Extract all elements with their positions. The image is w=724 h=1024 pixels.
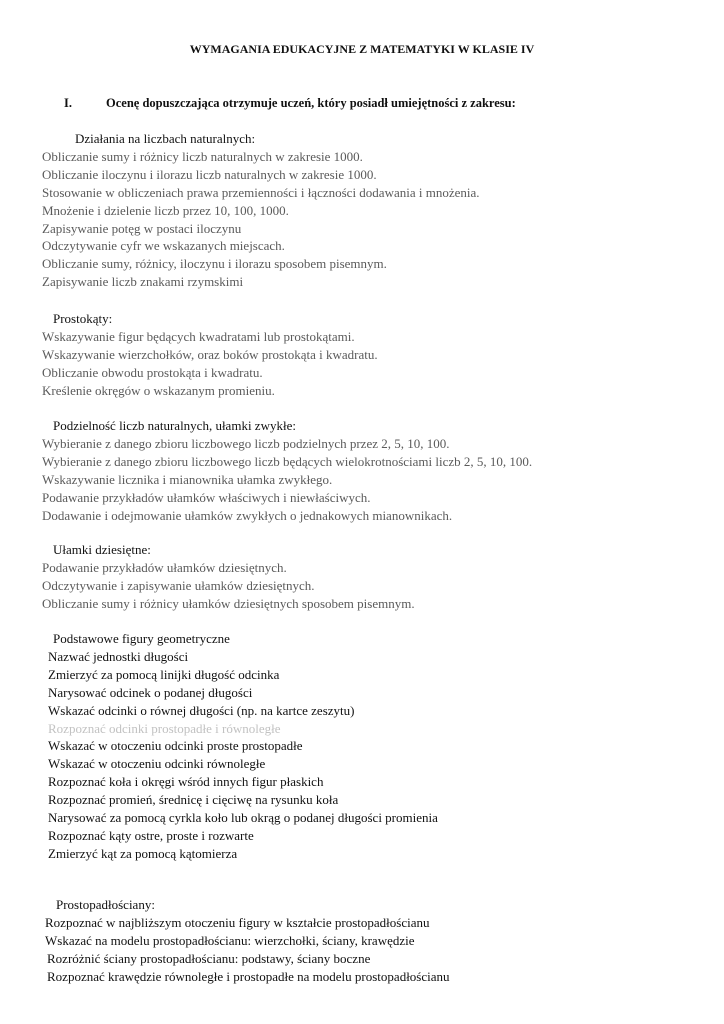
section-number: I. bbox=[64, 96, 72, 110]
list-item: Wskazywanie licznika i mianownika ułamka zwykłego. bbox=[42, 471, 333, 487]
section-heading bbox=[64, 96, 516, 111]
list-item: Wskazać w otoczeniu odcinki proste prostopadłe bbox=[48, 738, 303, 754]
list-item: Wskazywanie wierzchołków, oraz boków prostokąta i kwadratu. bbox=[42, 346, 378, 362]
list-item: Wskazać w otoczeniu odcinki równoległe bbox=[48, 756, 266, 772]
block-cuboids bbox=[42, 896, 450, 986]
list-item: Stosowanie w obliczeniach prawa przemienności i łączności dodawania i mnożenia. bbox=[42, 184, 480, 200]
list-item: Odczytywanie i zapisywanie ułamków dziesiętnych. bbox=[42, 577, 315, 593]
list-item: Obliczanie iloczynu i ilorazu liczb naturalnych w zakresie 1000. bbox=[42, 166, 377, 182]
list-item: Obliczanie sumy i różnicy liczb naturalnych w zakresie 1000. bbox=[42, 148, 363, 164]
list-item: Obliczanie sumy i różnicy ułamków dziesiętnych sposobem pisemnym. bbox=[42, 595, 415, 611]
block-header: Ułamki dziesiętne: bbox=[53, 542, 151, 557]
block-rectangles bbox=[42, 310, 378, 400]
list-item: Mnożenie i dzielenie liczb przez 10, 100, 1000. bbox=[42, 202, 289, 218]
list-item: Dodawanie i odejmowanie ułamków zwykłych o jednakowych mianownikach. bbox=[42, 507, 453, 523]
block-header: Podzielność liczb naturalnych, ułamki zwykłe: bbox=[53, 418, 296, 433]
document-title: WYMAGANIA EDUKACYJNE Z MATEMATYKI W KLASIE IV bbox=[189, 42, 535, 56]
list-item: Rozpoznać w najbliższym otoczeniu figury w kształcie prostopadłościanu bbox=[45, 914, 430, 930]
block-header: Prostopadłościany: bbox=[56, 897, 155, 912]
list-item: Zmierzyć za pomocą linijki długość odcinka bbox=[48, 666, 280, 682]
list-item: Wskazać na modelu prostopadłościanu: wierzchołki, ściany, krawędzie bbox=[45, 932, 415, 948]
section-heading-text: Ocenę dopuszczająca otrzymuje uczeń, który posiadł umiejętności z zakresu: bbox=[106, 96, 516, 110]
list-item: Kreślenie okręgów o wskazanym promieniu. bbox=[42, 382, 275, 398]
list-item: Narysować za pomocą cyrkla koło lub okrąg o podanej długości promienia bbox=[48, 810, 438, 826]
list-item: Rozróżnić ściany prostopadłościanu: podstawy, ściany boczne bbox=[47, 950, 371, 966]
list-item: Zapisywanie liczb znakami rzymskimi bbox=[42, 274, 244, 290]
block-basic-geometric-figures bbox=[42, 630, 438, 863]
list-item: Nazwać jednostki długości bbox=[48, 648, 189, 664]
list-item: Obliczanie sumy, różnicy, iloczynu i ilorazu sposobem pisemnym. bbox=[42, 256, 387, 272]
list-item: Rozpoznać krawędzie równoległe i prostopadłe na modelu prostopadłościanu bbox=[47, 968, 450, 984]
block-decimal-fractions bbox=[42, 541, 415, 613]
list-item: Obliczanie obwodu prostokąta i kwadratu. bbox=[42, 364, 263, 380]
list-item: Rozpoznać koła i okręgi wśród innych figur płaskich bbox=[48, 774, 324, 790]
block-header: Działania na liczbach naturalnych: bbox=[75, 131, 256, 146]
list-item: Rozpoznać kąty ostre, proste i rozwarte bbox=[48, 827, 254, 843]
list-item: Odczytywanie cyfr we wskazanych miejscach. bbox=[42, 238, 285, 254]
block-header: Prostokąty: bbox=[53, 311, 113, 326]
list-item: Wybieranie z danego zbioru liczbowego liczb będących wielokrotnościami liczb 2, 5, 10, 100. bbox=[42, 453, 533, 469]
list-item: Narysować odcinek o podanej długości bbox=[48, 684, 253, 700]
list-item: Podawanie przykładów ułamków właściwych i niewłaściwych. bbox=[42, 489, 371, 505]
list-item: Wybieranie z danego zbioru liczbowego liczb podzielnych przez 2, 5, 10, 100. bbox=[42, 435, 450, 451]
list-item: Zmierzyć kąt za pomocą kątomierza bbox=[48, 845, 238, 861]
list-item: Rozpoznać odcinki prostopadłe i równoległe bbox=[48, 720, 281, 736]
list-item: Zapisywanie potęg w postaci iloczynu bbox=[42, 220, 242, 236]
list-item: Wskazywanie figur będących kwadratami lub prostokątami. bbox=[42, 328, 355, 344]
list-item: Wskazać odcinki o równej długości (np. na kartce zeszytu) bbox=[48, 702, 355, 718]
list-item: Rozpoznać promień, średnicę i cięciwę na rysunku koła bbox=[48, 792, 339, 808]
list-item: Podawanie przykładów ułamków dziesiętnych. bbox=[42, 559, 287, 575]
block-divisibility-fractions bbox=[42, 417, 532, 524]
block-natural-numbers bbox=[42, 130, 480, 291]
block-header: Podstawowe figury geometryczne bbox=[53, 631, 230, 646]
